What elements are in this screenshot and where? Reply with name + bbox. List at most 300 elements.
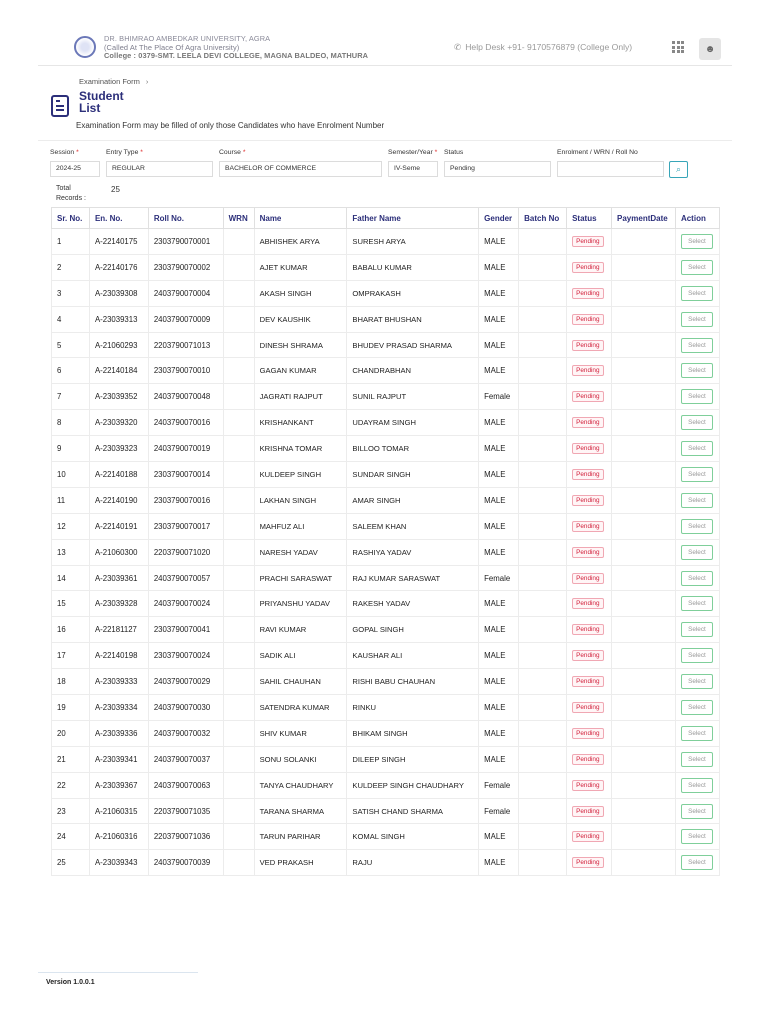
table-row bbox=[52, 798, 720, 824]
status-badge: Pending bbox=[572, 806, 603, 817]
cell-payment-date bbox=[612, 280, 676, 306]
cell-father-name: SUNDAR SINGH bbox=[347, 462, 479, 488]
cell-payment-date bbox=[612, 513, 676, 539]
cell-payment-date bbox=[612, 695, 676, 721]
cell-name: PRIYANSHU YADAV bbox=[254, 591, 347, 617]
user-menu-button[interactable] bbox=[699, 38, 721, 60]
cell-roll-no: 2303790070016 bbox=[148, 487, 223, 513]
col-en-no: En. No. bbox=[89, 208, 148, 229]
cell-batch-no bbox=[519, 617, 567, 643]
cell-status bbox=[567, 772, 612, 798]
status-badge: Pending bbox=[572, 624, 603, 635]
cell-sr-no: 12 bbox=[52, 513, 90, 539]
select-button[interactable]: Select bbox=[681, 260, 713, 275]
entry-type-select[interactable]: REGULAR bbox=[106, 161, 213, 177]
select-button[interactable]: Select bbox=[681, 804, 713, 819]
select-button[interactable]: Select bbox=[681, 855, 713, 870]
cell-sr-no: 18 bbox=[52, 669, 90, 695]
col-status: Status bbox=[567, 208, 612, 229]
status-label: Status bbox=[444, 149, 464, 156]
cell-sr-no: 24 bbox=[52, 824, 90, 850]
cell-name: PRACHI SARASWAT bbox=[254, 565, 347, 591]
col-father-name: Father Name bbox=[347, 208, 479, 229]
cell-status bbox=[567, 384, 612, 410]
cell-sr-no: 16 bbox=[52, 617, 90, 643]
cell-roll-no: 2303790070041 bbox=[148, 617, 223, 643]
select-button[interactable]: Select bbox=[681, 338, 713, 353]
cell-wrn bbox=[223, 850, 254, 876]
select-button[interactable]: Select bbox=[681, 415, 713, 430]
cell-roll-no: 2403790070039 bbox=[148, 850, 223, 876]
cell-batch-no bbox=[519, 720, 567, 746]
enrolment-label: Enrolment / WRN / Roll No bbox=[557, 149, 638, 156]
cell-payment-date bbox=[612, 539, 676, 565]
cell-en-no: A-21060293 bbox=[89, 332, 148, 358]
cell-wrn bbox=[223, 358, 254, 384]
cell-batch-no bbox=[519, 332, 567, 358]
select-button[interactable]: Select bbox=[681, 441, 713, 456]
college-name: College : 0379-SMT. LEELA DEVI COLLEGE, MAGNA BALDEO, MATHURA bbox=[104, 51, 369, 61]
cell-payment-date bbox=[612, 850, 676, 876]
cell-batch-no bbox=[519, 565, 567, 591]
cell-status bbox=[567, 436, 612, 462]
cell-action bbox=[675, 306, 719, 332]
version-text: Version 1.0.0.1 bbox=[46, 979, 95, 986]
cell-wrn bbox=[223, 720, 254, 746]
cell-en-no: A-22140176 bbox=[89, 254, 148, 280]
select-button[interactable]: Select bbox=[681, 234, 713, 249]
cell-gender: MALE bbox=[479, 695, 519, 721]
search-button[interactable] bbox=[669, 161, 688, 178]
cell-batch-no bbox=[519, 850, 567, 876]
cell-roll-no: 2303790070017 bbox=[148, 513, 223, 539]
status-badge: Pending bbox=[572, 650, 603, 661]
cell-name: LAKHAN SINGH bbox=[254, 487, 347, 513]
cell-sr-no: 23 bbox=[52, 798, 90, 824]
status-badge: Pending bbox=[572, 340, 603, 351]
cell-sr-no: 19 bbox=[52, 695, 90, 721]
cell-action bbox=[675, 384, 719, 410]
select-button[interactable]: Select bbox=[681, 363, 713, 378]
cell-roll-no: 2303790070002 bbox=[148, 254, 223, 280]
col-batch-no: Batch No bbox=[519, 208, 567, 229]
cell-gender: MALE bbox=[479, 669, 519, 695]
cell-status bbox=[567, 358, 612, 384]
cell-payment-date bbox=[612, 669, 676, 695]
cell-sr-no: 11 bbox=[52, 487, 90, 513]
cell-payment-date bbox=[612, 720, 676, 746]
status-badge: Pending bbox=[572, 365, 603, 376]
search-icon: ⌕ bbox=[675, 164, 682, 174]
cell-en-no: A-23039334 bbox=[89, 695, 148, 721]
cell-batch-no bbox=[519, 280, 567, 306]
cell-status bbox=[567, 746, 612, 772]
cell-gender: MALE bbox=[479, 410, 519, 436]
cell-en-no: A-21060316 bbox=[89, 824, 148, 850]
select-button[interactable]: Select bbox=[681, 726, 713, 741]
cell-wrn bbox=[223, 695, 254, 721]
col-payment-date: PaymentDate bbox=[612, 208, 676, 229]
cell-en-no: A-23039313 bbox=[89, 306, 148, 332]
cell-status bbox=[567, 617, 612, 643]
cell-sr-no: 8 bbox=[52, 410, 90, 436]
cell-batch-no bbox=[519, 591, 567, 617]
cell-action bbox=[675, 462, 719, 488]
cell-payment-date bbox=[612, 772, 676, 798]
status-badge: Pending bbox=[572, 391, 603, 402]
table-row bbox=[52, 669, 720, 695]
select-button[interactable]: Select bbox=[681, 493, 713, 508]
divider bbox=[38, 140, 732, 141]
cell-payment-date bbox=[612, 487, 676, 513]
status-badge: Pending bbox=[572, 314, 603, 325]
cell-action bbox=[675, 332, 719, 358]
footer-divider bbox=[38, 972, 198, 973]
cell-gender: MALE bbox=[479, 358, 519, 384]
table-row bbox=[52, 746, 720, 772]
cell-batch-no bbox=[519, 669, 567, 695]
cell-action bbox=[675, 643, 719, 669]
cell-gender: MALE bbox=[479, 229, 519, 255]
cell-sr-no: 3 bbox=[52, 280, 90, 306]
cell-batch-no bbox=[519, 539, 567, 565]
cell-sr-no: 9 bbox=[52, 436, 90, 462]
select-button[interactable]: Select bbox=[681, 622, 713, 637]
table-row bbox=[52, 436, 720, 462]
cell-sr-no: 14 bbox=[52, 565, 90, 591]
cell-batch-no bbox=[519, 358, 567, 384]
cell-wrn bbox=[223, 462, 254, 488]
cell-payment-date bbox=[612, 565, 676, 591]
cell-payment-date bbox=[612, 746, 676, 772]
cell-roll-no: 2403790070057 bbox=[148, 565, 223, 591]
cell-en-no: A-22140198 bbox=[89, 643, 148, 669]
cell-father-name: SURESH ARYA bbox=[347, 229, 479, 255]
cell-gender: MALE bbox=[479, 850, 519, 876]
cell-en-no: A-21060300 bbox=[89, 539, 148, 565]
cell-roll-no: 2303790070010 bbox=[148, 358, 223, 384]
cell-action bbox=[675, 850, 719, 876]
cell-father-name: RISHI BABU CHAUHAN bbox=[347, 669, 479, 695]
cell-father-name: BHIKAM SINGH bbox=[347, 720, 479, 746]
phone-icon: ✆ bbox=[454, 42, 462, 52]
cell-gender: MALE bbox=[479, 720, 519, 746]
cell-wrn bbox=[223, 513, 254, 539]
cell-sr-no: 21 bbox=[52, 746, 90, 772]
cell-batch-no bbox=[519, 254, 567, 280]
university-name: DR. BHIMRAO AMBEDKAR UNIVERSITY, AGRA bbox=[104, 34, 271, 43]
cell-father-name: OMPRAKASH bbox=[347, 280, 479, 306]
cell-wrn bbox=[223, 384, 254, 410]
cell-action bbox=[675, 436, 719, 462]
cell-status bbox=[567, 254, 612, 280]
cell-status bbox=[567, 462, 612, 488]
cell-status bbox=[567, 798, 612, 824]
select-button[interactable]: Select bbox=[681, 752, 713, 767]
cell-en-no: A-23039352 bbox=[89, 384, 148, 410]
cell-father-name: AMAR SINGH bbox=[347, 487, 479, 513]
cell-roll-no: 2403790070004 bbox=[148, 280, 223, 306]
cell-wrn bbox=[223, 306, 254, 332]
cell-wrn bbox=[223, 565, 254, 591]
cell-wrn bbox=[223, 410, 254, 436]
status-badge: Pending bbox=[572, 417, 603, 428]
cell-roll-no: 2403790070030 bbox=[148, 695, 223, 721]
cell-roll-no: 2403790070037 bbox=[148, 746, 223, 772]
cell-action bbox=[675, 772, 719, 798]
table-row bbox=[52, 487, 720, 513]
cell-name: SATENDRA KUMAR bbox=[254, 695, 347, 721]
select-button[interactable]: Select bbox=[681, 467, 713, 482]
cell-father-name: KOMAL SINGH bbox=[347, 824, 479, 850]
select-button[interactable]: Select bbox=[681, 648, 713, 663]
cell-roll-no: 2403790070029 bbox=[148, 669, 223, 695]
cell-sr-no: 25 bbox=[52, 850, 90, 876]
cell-name: ABHISHEK ARYA bbox=[254, 229, 347, 255]
select-button[interactable]: Select bbox=[681, 829, 713, 844]
cell-wrn bbox=[223, 280, 254, 306]
cell-roll-no: 2303790070024 bbox=[148, 643, 223, 669]
cell-gender: Female bbox=[479, 384, 519, 410]
col-gender: Gender bbox=[479, 208, 519, 229]
cell-name: KRISHANKANT bbox=[254, 410, 347, 436]
cell-father-name: RAJ KUMAR SARASWAT bbox=[347, 565, 479, 591]
table-row bbox=[52, 332, 720, 358]
status-badge: Pending bbox=[572, 495, 603, 506]
cell-father-name: DILEEP SINGH bbox=[347, 746, 479, 772]
university-logo bbox=[74, 36, 96, 58]
cell-roll-no: 2203790071036 bbox=[148, 824, 223, 850]
cell-father-name: BABALU KUMAR bbox=[347, 254, 479, 280]
cell-roll-no: 2403790070019 bbox=[148, 436, 223, 462]
cell-sr-no: 6 bbox=[52, 358, 90, 384]
chevron-right-icon: › bbox=[145, 77, 149, 86]
course-label: Course * bbox=[219, 149, 246, 156]
top-header bbox=[38, 30, 732, 66]
entry-type-label: Entry Type * bbox=[106, 149, 143, 156]
cell-gender: MALE bbox=[479, 643, 519, 669]
cell-wrn bbox=[223, 669, 254, 695]
cell-wrn bbox=[223, 746, 254, 772]
table-row bbox=[52, 513, 720, 539]
university-subtitle: (Called At The Place Of Agra University) bbox=[104, 42, 240, 52]
cell-gender: MALE bbox=[479, 487, 519, 513]
select-button[interactable]: Select bbox=[681, 389, 713, 404]
total-records-label: Total Records : bbox=[56, 185, 86, 202]
cell-en-no: A-22140184 bbox=[89, 358, 148, 384]
col-wrn: WRN bbox=[223, 208, 254, 229]
cell-name: NARESH YADAV bbox=[254, 539, 347, 565]
cell-en-no: A-23039328 bbox=[89, 591, 148, 617]
session-select[interactable]: 2024-25 bbox=[50, 161, 100, 177]
cell-en-no: A-23039341 bbox=[89, 746, 148, 772]
cell-payment-date bbox=[612, 591, 676, 617]
cell-wrn bbox=[223, 824, 254, 850]
select-button[interactable]: Select bbox=[681, 545, 713, 560]
cell-batch-no bbox=[519, 229, 567, 255]
cell-payment-date bbox=[612, 798, 676, 824]
cell-en-no: A-22140191 bbox=[89, 513, 148, 539]
cell-status bbox=[567, 229, 612, 255]
select-button[interactable]: Select bbox=[681, 519, 713, 534]
cell-sr-no: 13 bbox=[52, 539, 90, 565]
table-row bbox=[52, 850, 720, 876]
cell-sr-no: 20 bbox=[52, 720, 90, 746]
cell-gender: MALE bbox=[479, 280, 519, 306]
table-row bbox=[52, 280, 720, 306]
col-action: Action bbox=[675, 208, 719, 229]
cell-gender: MALE bbox=[479, 436, 519, 462]
cell-father-name: RASHIYA YADAV bbox=[347, 539, 479, 565]
cell-roll-no: 2203790071035 bbox=[148, 798, 223, 824]
cell-name: SAHIL CHAUHAN bbox=[254, 669, 347, 695]
status-badge: Pending bbox=[572, 598, 603, 609]
cell-status bbox=[567, 591, 612, 617]
cell-en-no: A-23039323 bbox=[89, 436, 148, 462]
cell-batch-no bbox=[519, 306, 567, 332]
total-records-value: 25 bbox=[111, 185, 120, 194]
cell-roll-no: 2403790070016 bbox=[148, 410, 223, 436]
cell-en-no: A-22140175 bbox=[89, 229, 148, 255]
cell-payment-date bbox=[612, 643, 676, 669]
semester-select[interactable]: IV-Seme bbox=[388, 161, 438, 177]
col-name: Name bbox=[254, 208, 347, 229]
user-icon: ☻ bbox=[704, 43, 716, 55]
table-row bbox=[52, 229, 720, 255]
cell-name: TARUN PARIHAR bbox=[254, 824, 347, 850]
select-button[interactable]: Select bbox=[681, 778, 713, 793]
cell-wrn bbox=[223, 539, 254, 565]
cell-status bbox=[567, 824, 612, 850]
cell-en-no: A-22140188 bbox=[89, 462, 148, 488]
cell-wrn bbox=[223, 487, 254, 513]
helpdesk-info bbox=[454, 42, 632, 53]
cell-payment-date bbox=[612, 436, 676, 462]
col-roll-no: Roll No. bbox=[148, 208, 223, 229]
table-row bbox=[52, 358, 720, 384]
cell-status bbox=[567, 643, 612, 669]
select-button[interactable]: Select bbox=[681, 571, 713, 586]
select-button[interactable]: Select bbox=[681, 312, 713, 327]
cell-gender: MALE bbox=[479, 332, 519, 358]
cell-father-name: RINKU bbox=[347, 695, 479, 721]
select-button[interactable]: Select bbox=[681, 596, 713, 611]
breadcrumb bbox=[79, 77, 148, 86]
status-select[interactable]: Pending bbox=[444, 161, 551, 177]
cell-batch-no bbox=[519, 643, 567, 669]
cell-status bbox=[567, 410, 612, 436]
table-body bbox=[52, 229, 720, 876]
cell-payment-date bbox=[612, 332, 676, 358]
cell-name: RAVI KUMAR bbox=[254, 617, 347, 643]
cell-batch-no bbox=[519, 513, 567, 539]
status-badge: Pending bbox=[572, 521, 603, 532]
status-badge: Pending bbox=[572, 236, 603, 247]
col-sr-no: Sr. No. bbox=[52, 208, 90, 229]
cell-status bbox=[567, 850, 612, 876]
cell-wrn bbox=[223, 798, 254, 824]
cell-name: AJET KUMAR bbox=[254, 254, 347, 280]
cell-sr-no: 2 bbox=[52, 254, 90, 280]
university-info bbox=[104, 35, 368, 61]
cell-name: DEV KAUSHIK bbox=[254, 306, 347, 332]
cell-name: MAHFUZ ALI bbox=[254, 513, 347, 539]
cell-wrn bbox=[223, 772, 254, 798]
cell-batch-no bbox=[519, 824, 567, 850]
cell-action bbox=[675, 824, 719, 850]
cell-en-no: A-23039333 bbox=[89, 669, 148, 695]
cell-batch-no bbox=[519, 798, 567, 824]
cell-action bbox=[675, 487, 719, 513]
status-badge: Pending bbox=[572, 262, 603, 273]
table-row bbox=[52, 643, 720, 669]
cell-action bbox=[675, 617, 719, 643]
cell-gender: Female bbox=[479, 772, 519, 798]
cell-wrn bbox=[223, 436, 254, 462]
cell-roll-no: 2303790070014 bbox=[148, 462, 223, 488]
table-row bbox=[52, 565, 720, 591]
cell-batch-no bbox=[519, 695, 567, 721]
cell-en-no: A-22181127 bbox=[89, 617, 148, 643]
cell-father-name: BILLOO TOMAR bbox=[347, 436, 479, 462]
cell-name: TANYA CHAUDHARY bbox=[254, 772, 347, 798]
cell-payment-date bbox=[612, 824, 676, 850]
enrolment-input[interactable] bbox=[557, 161, 664, 177]
helpdesk-text: Help Desk +91- 9170576879 (College Only) bbox=[465, 42, 633, 52]
page-note: Examination Form may be filled of only those Candidates who have Enrolment Number bbox=[76, 121, 385, 130]
cell-en-no: A-23039367 bbox=[89, 772, 148, 798]
apps-grid-icon[interactable] bbox=[672, 41, 684, 53]
cell-gender: MALE bbox=[479, 306, 519, 332]
cell-payment-date bbox=[612, 462, 676, 488]
status-badge: Pending bbox=[572, 469, 603, 480]
cell-name: VED PRAKASH bbox=[254, 850, 347, 876]
cell-action bbox=[675, 513, 719, 539]
cell-name: AKASH SINGH bbox=[254, 280, 347, 306]
cell-roll-no: 2403790070048 bbox=[148, 384, 223, 410]
cell-payment-date bbox=[612, 410, 676, 436]
select-button[interactable]: Select bbox=[681, 286, 713, 301]
table-row bbox=[52, 539, 720, 565]
cell-father-name: RAJU bbox=[347, 850, 479, 876]
status-badge: Pending bbox=[572, 702, 603, 713]
cell-status bbox=[567, 669, 612, 695]
cell-en-no: A-23039336 bbox=[89, 720, 148, 746]
document-list-icon bbox=[51, 95, 69, 117]
cell-gender: MALE bbox=[479, 254, 519, 280]
cell-batch-no bbox=[519, 772, 567, 798]
cell-wrn bbox=[223, 643, 254, 669]
cell-roll-no: 2403790070032 bbox=[148, 720, 223, 746]
table-row bbox=[52, 591, 720, 617]
breadcrumb-item-examination-form[interactable]: Examination Form bbox=[79, 77, 140, 86]
cell-gender: Female bbox=[479, 798, 519, 824]
select-button[interactable]: Select bbox=[681, 700, 713, 715]
cell-action bbox=[675, 798, 719, 824]
cell-name: JAGRATI RAJPUT bbox=[254, 384, 347, 410]
cell-wrn bbox=[223, 254, 254, 280]
course-select[interactable]: BACHELOR OF COMMERCE bbox=[219, 161, 382, 177]
cell-gender: MALE bbox=[479, 617, 519, 643]
cell-payment-date bbox=[612, 617, 676, 643]
cell-father-name: CHANDRABHAN bbox=[347, 358, 479, 384]
status-badge: Pending bbox=[572, 857, 603, 868]
cell-status bbox=[567, 513, 612, 539]
select-button[interactable]: Select bbox=[681, 674, 713, 689]
status-badge: Pending bbox=[572, 547, 603, 558]
cell-status bbox=[567, 720, 612, 746]
cell-wrn bbox=[223, 332, 254, 358]
